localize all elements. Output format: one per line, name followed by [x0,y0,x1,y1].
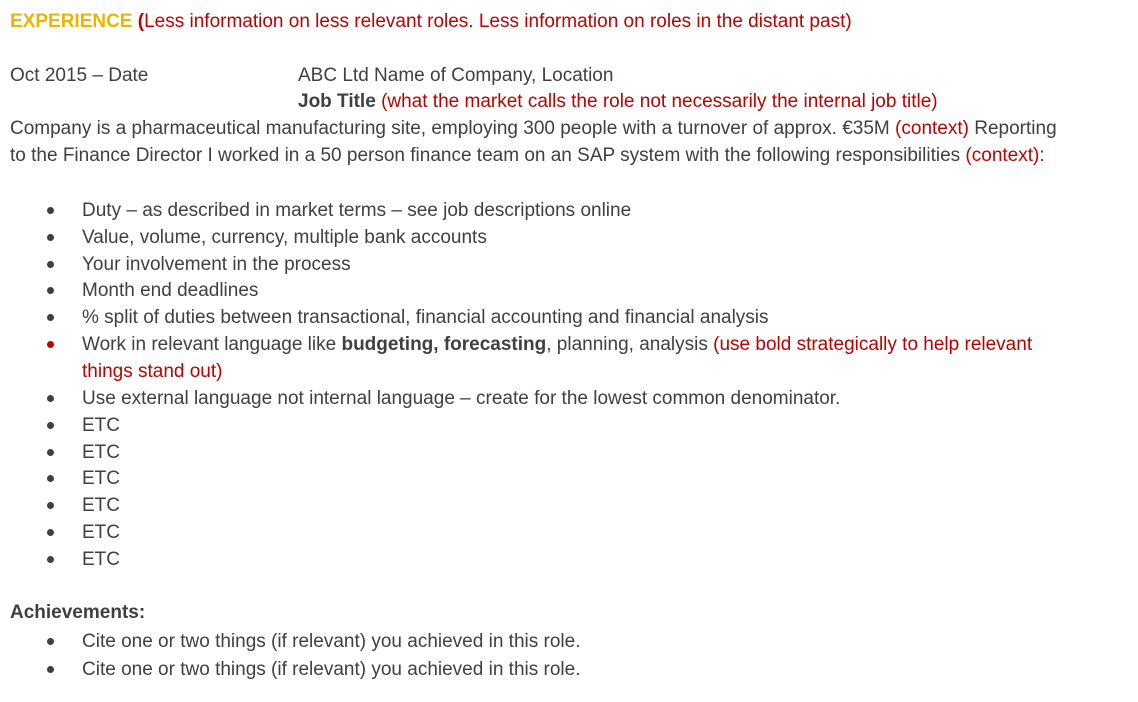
bullet-icon [47,638,54,645]
achievements-heading: Achievements: [10,602,146,623]
context-text-1: Company is a pharmaceutical manufacturing site, employing 300 people with a turnover of approx. €35M [10,118,890,139]
bullet-icon [47,395,54,402]
duty-text: ETC [82,468,120,489]
context-note-2: (context): [965,145,1045,166]
heading-open-paren: ( [137,11,145,32]
bullet-icon [47,529,54,536]
bullet-icon [47,502,54,509]
duty-text: Month end deadlines [82,280,259,301]
bullet-icon [47,556,54,563]
context-text-2: to the Finance Director I worked in a 50 person finance team on an SAP system with the following responsibilities [10,145,961,166]
section-heading-line [10,9,852,35]
duty-text: ETC [82,522,120,543]
duty-text: ETC [82,549,120,570]
language-note-2: things stand out) [82,361,223,382]
bullet-icon [47,475,54,482]
context-line-2 [10,143,1045,169]
company-name: ABC Ltd Name of Company, Location [298,65,614,86]
achievement-text: Cite one or two things (if relevant) you achieved in this role. [82,631,581,652]
bullet-icon [47,449,54,456]
language-bold: budgeting, forecasting [341,334,547,355]
bullet-icon [47,666,54,673]
bullet-icon [47,341,54,348]
section-note: Less information on less relevant roles. Less information on roles in the distant past) [144,11,852,32]
language-text [82,331,1032,358]
context-note-1: (context) [895,118,969,139]
section-heading: EXPERIENCE [10,11,133,32]
role-dates: Oct 2015 – Date [10,65,149,86]
bullet-icon [47,422,54,429]
duty-text: ETC [82,442,120,463]
duty-text: % split of duties between transactional, financial accounting and financial analysis [82,307,769,328]
achievement-text: Cite one or two things (if relevant) you achieved in this role. [82,659,581,680]
bullet-icon [47,234,54,241]
job-title-label: Job Title [298,91,376,112]
language-suffix: , planning, analysis [546,334,708,355]
duty-text: Duty – as described in market terms – see job descriptions online [82,200,632,221]
job-title-line [298,89,938,115]
context-line-1 [10,116,1057,142]
duty-text: Value, volume, currency, multiple bank accounts [82,227,487,248]
language-prefix: Work in relevant language like [82,334,337,355]
language-note-1: (use bold strategically to help relevant [713,334,1033,355]
context-tail-1: Reporting [974,118,1057,139]
duty-text: ETC [82,495,120,516]
bullet-icon [47,207,54,214]
duty-text: Your involvement in the process [82,254,351,275]
duty-text: Use external language not internal language – create for the lowest common denominator. [82,388,841,409]
bullet-icon [47,261,54,268]
bullet-icon [47,314,54,321]
duty-text: ETC [82,415,120,436]
bullet-icon [47,287,54,294]
job-title-note: (what the market calls the role not necessarily the internal job title) [381,91,938,112]
